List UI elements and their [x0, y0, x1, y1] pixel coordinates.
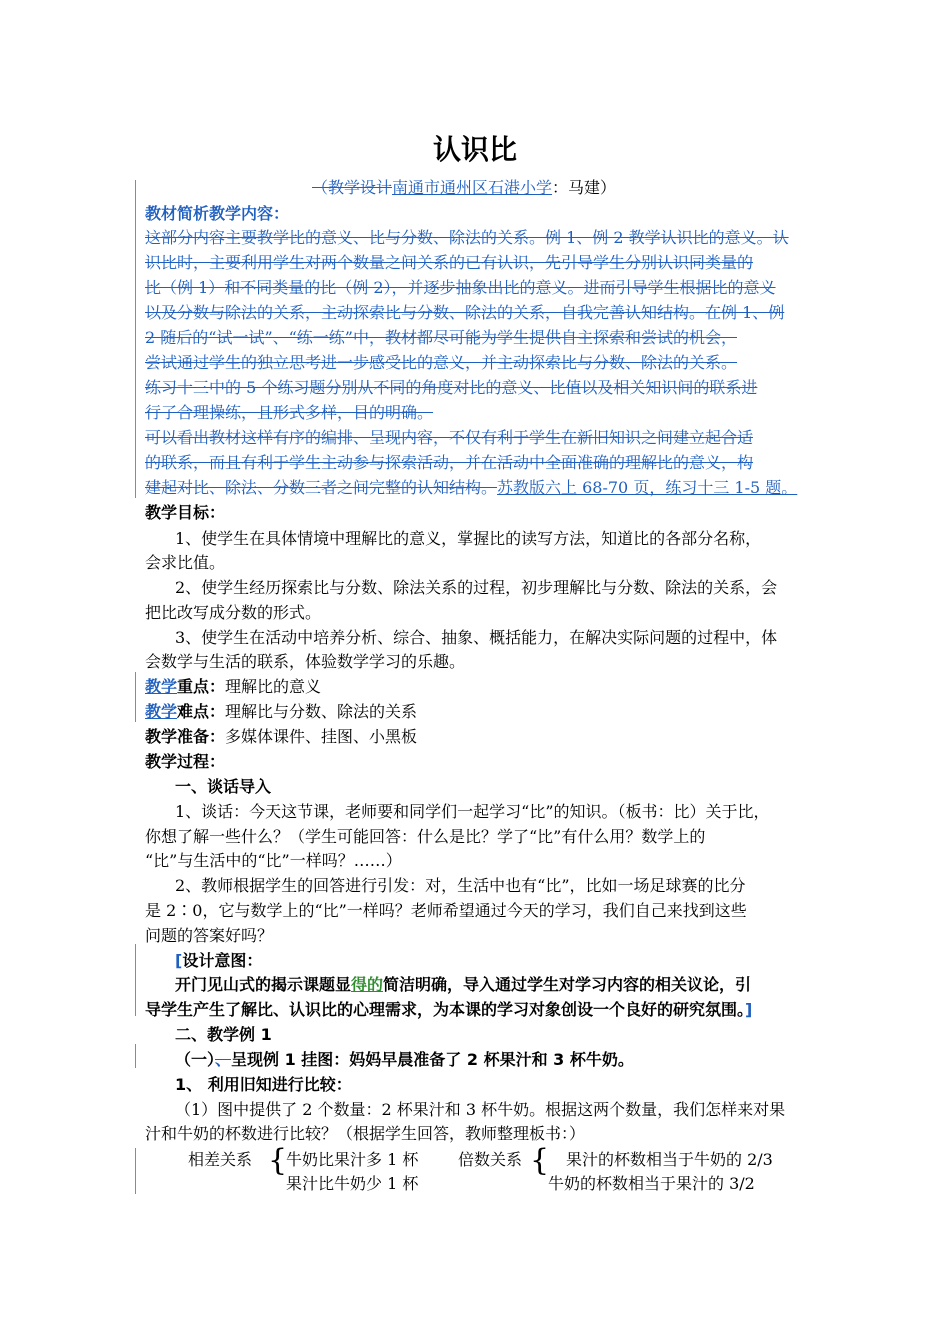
difference-relation-1: 牛奶比果汁多 1 杯 — [286, 1150, 419, 1169]
key-prefix: 教学 — [145, 677, 178, 696]
author-school: 南通市通州区石港小学 — [392, 178, 553, 197]
goal-3-cont: 会数学与生活的联系，体验数学学习的乐趣。 — [145, 652, 466, 671]
diff-text: 理解比与分数、除法的关系 — [225, 702, 418, 721]
para-2-cont: 是 2∶0，它与数学上的“比”一样吗？老师希望通过今天的学习，我们自己来找到这些 — [145, 901, 747, 920]
difficult-point — [145, 700, 417, 724]
goal-1: 1、使学生在具体情境中理解比的意义，掌握比的读写方法，知道比的各部分名称， — [175, 529, 762, 548]
goal-2-cont: 把比改写成分数的形式。 — [145, 603, 322, 622]
process-heading: 教学过程： — [145, 752, 226, 771]
document-title: 认识比 — [432, 133, 517, 166]
deleted-line: 练习十三中的 5 个练习题分别从不同的角度对比的意义、比值以及相关知识间的联系进 — [145, 378, 758, 397]
teaching-prep — [145, 725, 417, 749]
key-point — [145, 675, 321, 699]
intent-close-bracket: ] — [745, 1000, 753, 1019]
multiple-relation-label: 倍数关系 — [458, 1150, 523, 1169]
author-line — [312, 176, 616, 200]
intent-open-bracket: [ — [175, 951, 183, 970]
brace-right: { — [530, 1143, 550, 1178]
goal-2: 2、使学生经历探索比与分数、除法关系的过程，初步理解比与分数、除法的关系，会 — [175, 578, 778, 597]
multiple-relation-2: 牛奶的杯数相当于果汁的 3/2 — [548, 1174, 755, 1193]
design-intent-label — [175, 949, 262, 973]
revision-bar-left — [135, 180, 136, 498]
intent-inserted: 得的 — [351, 975, 384, 994]
subsection-1 — [175, 1048, 634, 1072]
deleted-line: 尝试通过学生的独立思考进一步感受比的意义，并主动探索比与分数、除法的关系。 — [145, 353, 738, 372]
key-label: 重点： — [177, 677, 226, 696]
step-1: 1、 利用旧知进行比较： — [175, 1075, 352, 1094]
section-2-heading: 二、教学例 1 — [175, 1025, 272, 1044]
question-1-cont: 汁和牛奶的杯数进行比较？（根据学生回答，教师整理板书：） — [145, 1124, 586, 1143]
diff-label: 难点： — [177, 702, 226, 721]
para-2-cont: 问题的答案好吗？ — [145, 926, 274, 945]
inserted-page-ref: 苏教版六上 68-70 页，练习十三 1-5 题。 — [497, 478, 798, 497]
prep-label: 教学准备： — [145, 727, 226, 746]
key-text: 理解比的意义 — [225, 677, 322, 696]
sub1-text: 呈现例 1 挂图：妈妈早晨准备了 2 杯果汁和 3 杯牛奶。 — [231, 1050, 634, 1069]
goals-heading: 教学目标： — [145, 503, 226, 522]
revision-bar-left-2 — [135, 672, 136, 722]
question-1: （1）图中提供了 2 个数量：2 杯果汁和 3 杯牛奶。根据这两个数量，我们怎样来对果 — [175, 1100, 786, 1119]
revision-bar-left-5 — [135, 1148, 136, 1194]
para-1-cont: “比”与生活中的“比”一样吗？……） — [145, 851, 402, 870]
revision-bar-left-4 — [135, 1044, 136, 1068]
goal-3: 3、使学生在活动中培养分析、综合、抽象、概括能力，在解决实际问题的过程中，体 — [175, 628, 778, 647]
deleted-line: 比（例 1）和不同类量的比（例 2），并逐步抽象出比的意义。进而引导学生根据比的意义 — [145, 278, 776, 297]
section-1-heading: 一、谈话导入 — [175, 777, 272, 796]
intent-text-1: 开门见山式的揭示课题显 — [175, 975, 352, 994]
diff-prefix: 教学 — [145, 702, 178, 721]
content-heading: 教材简析教学内容： — [145, 204, 290, 223]
deleted-line: 这部分内容主要教学比的意义、比与分数、除法的关系。例 1、例 2 教学认识比的意义。认 — [145, 228, 789, 247]
para-2: 2、教师根据学生的回答进行引发：对，生活中也有“比”，比如一场足球赛的比分 — [175, 876, 746, 895]
author-prefix: （教学设计 — [312, 178, 393, 197]
multiple-relation-1: 果汁的杯数相当于牛奶的 2/3 — [566, 1150, 773, 1169]
goal-1-cont: 会求比值。 — [145, 553, 226, 572]
intent-text-2: 简洁明确，导入通过学生对学习内容的相关议论，引 — [383, 975, 752, 994]
intent-label: 设计意图： — [182, 951, 263, 970]
deleted-line: 2 随后的“试一试”、“练一练”中，教材都尽可能为学生提供自主探索和尝试的机会， — [145, 328, 737, 347]
deleted-last-line — [145, 476, 797, 500]
brace-left: { — [268, 1143, 288, 1178]
deleted-line-end: 建起对比、除法、分数三者之间完整的认知结构。 — [145, 478, 498, 497]
para-1-cont: 你想了解一些什么？（学生可能回答：什么是比？学了“比”有什么用？数学上的 — [145, 827, 706, 846]
deleted-line: 可以看出教材这样有序的编排、呈现内容，不仅有利于学生在新旧知识之间建立起合适 — [145, 428, 754, 447]
deleted-line: 的联系，而且有利于学生主动参与探索活动，并在活动中全面准确的理解比的意义，构 — [145, 453, 754, 472]
sub1-deleted-mark: 、 — [215, 1050, 232, 1069]
prep-text: 多媒体课件、挂图、小黑板 — [225, 727, 418, 746]
intent-text-3: 导学生产生了解比、认识比的心理需求，为本课的学习对象创设一个良好的研究氛围。 — [145, 1000, 746, 1019]
sub1-prefix: （一） — [175, 1050, 216, 1069]
design-intent-text — [175, 973, 751, 997]
difference-relation-2: 果汁比牛奶少 1 杯 — [286, 1174, 419, 1193]
author-suffix: ：马建） — [552, 178, 617, 197]
deleted-line: 以及分数与除法的关系，主动探索比与分数、除法的关系，自我完善认知结构。在例 1、例 — [145, 303, 785, 322]
design-intent-cont — [145, 998, 752, 1022]
deleted-line: 识比时，主要利用学生对两个数量之间关系的已有认识，先引导学生分别认识同类量的 — [145, 253, 754, 272]
para-1: 1、谈话：今天这节课，老师要和同学们一起学习“比”的知识。（板书：比）关于比， — [175, 802, 770, 821]
revision-bar-left-3 — [135, 944, 136, 1016]
difference-relation-label: 相差关系 — [188, 1150, 253, 1169]
deleted-line: 行了合理操练，且形式多样，目的明确。 — [145, 403, 434, 422]
